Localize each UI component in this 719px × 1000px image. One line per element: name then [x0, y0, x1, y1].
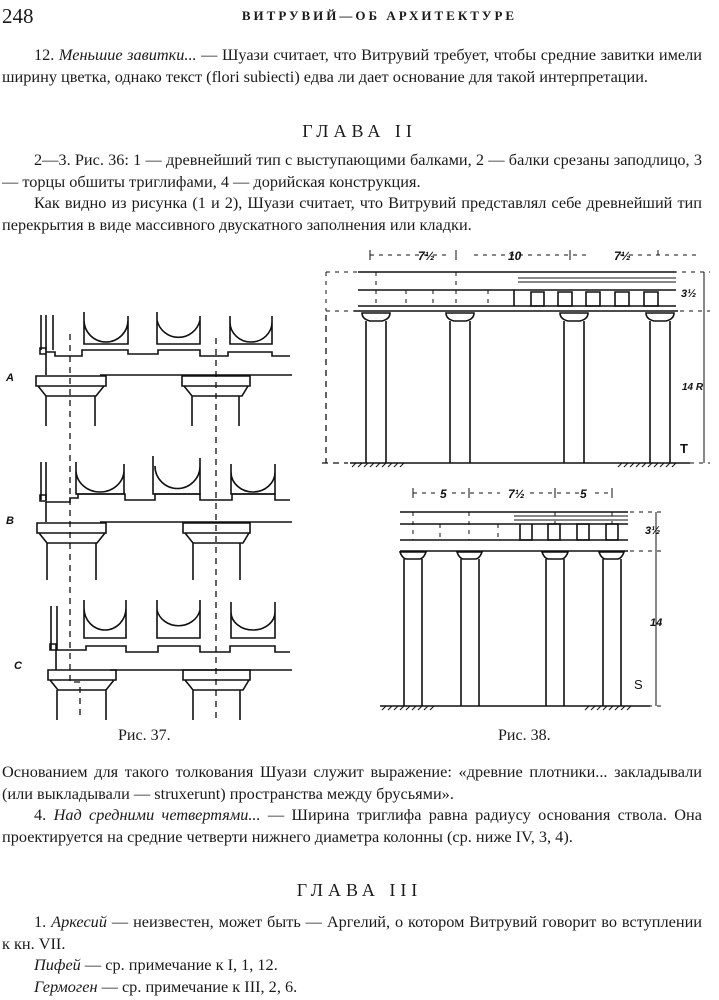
- figure-38-t-drawing: [318, 245, 713, 475]
- s-column-3: [542, 552, 568, 706]
- chapter-3-note-1-text: — неизвестен, может быть — Аргелий, о котором Витрувий говорит во вступлении к кн. VII.: [2, 912, 702, 953]
- figure-37-caption: Рис. 37.: [118, 727, 171, 744]
- note-12-title: Меньшие завитки...: [58, 45, 197, 64]
- t-dim-height: 14 R: [682, 382, 704, 393]
- chapter-3-note-1: [2, 911, 702, 954]
- figure-38-s-drawing: [380, 484, 680, 714]
- chapter-3-note-2-text: — ср. примечание к I, 1, 12.: [80, 955, 278, 974]
- chapter-2-paragraph-2: Как видно из рисунка (1 и 2), Шуази считает, что Витрувий представлял себе древнейший тип перекрытия в виде массивного двускатного заполнения или кладки.: [2, 193, 702, 234]
- s-dim-2: 7½: [508, 487, 525, 501]
- figure-37-drawing: [0, 300, 300, 720]
- running-title: ВИТРУВИЙ—ОБ АРХИТЕКТУРЕ: [241, 8, 518, 23]
- chapter-2-continued: [2, 761, 702, 847]
- t-label: T: [680, 441, 688, 456]
- note-4-title: Над средними четвертями...: [53, 805, 261, 824]
- s-column-2: [457, 552, 482, 706]
- note-4-number: 4.: [34, 805, 47, 824]
- s-label: S: [634, 677, 643, 692]
- chapter-2-text: [2, 149, 702, 235]
- figure-37-label-b: B: [6, 515, 14, 527]
- chapter-3-note-3: [2, 976, 702, 998]
- chapter-3-note-1-number: 1.: [34, 912, 47, 931]
- chapter-3-note-3-title: Гермоген: [34, 976, 98, 996]
- t-column-3: [560, 313, 588, 463]
- note-12-paragraph: [2, 44, 702, 87]
- note-4-paragraph: [2, 804, 702, 847]
- figure-37-label-c: C: [14, 660, 22, 672]
- chapter-2-paragraph-1: 2—3. Рис. 36: 1 — древнейший тип с выступающими балками, 2 — балки срезаны заподлицо, 3 — торцы обшиты триглифами, 4 — дорийская конструкция.: [2, 150, 702, 191]
- t-column-1: [362, 313, 390, 463]
- chapter-3-note-3-text: — ср. примечание к III, 2, 6.: [97, 976, 298, 996]
- t-column-2: [446, 313, 474, 463]
- s-column-1: [400, 552, 426, 706]
- s-dim-3: 5: [580, 487, 587, 501]
- figure-37-variant-b: [37, 456, 292, 580]
- t-dim-2: 10: [508, 249, 522, 263]
- chapter-3-heading: ГЛАВА III: [296, 880, 423, 900]
- note-12-text: — Шуази считает, что Витрувий требует, чтобы средние завитки имели ширину цветка, однако текст (flori subiecti) едва ли дает основание для такой интерпретации.: [2, 45, 702, 86]
- figure-37-variant-c: [48, 600, 292, 720]
- chapter-3-note-1-title: Аркесий: [51, 912, 107, 931]
- figure-37-label-a: A: [6, 372, 14, 384]
- t-dim-3: 7½: [614, 249, 631, 263]
- chapter-3-note-2: [2, 954, 702, 976]
- s-dim-1: 5: [440, 487, 447, 501]
- chapter-3-text: [2, 911, 702, 997]
- s-column-4: [599, 552, 624, 706]
- chapter-2-paragraph-3: Основанием для такого толкования Шуази служит выражение: «древние плотники... закладывали (или выкладывали — struxerunt) пространства между брусьями».: [2, 762, 702, 803]
- t-dim-entablature: 3½: [681, 288, 697, 300]
- figure-37-left-axis: [70, 334, 80, 720]
- figure-38-caption: Рис. 38.: [498, 727, 551, 744]
- chapter-3-note-2-title: Пифей: [34, 955, 81, 974]
- note-12: [2, 44, 702, 87]
- t-column-4: [646, 313, 674, 463]
- t-dim-1: 7½: [418, 249, 435, 263]
- note-4-text: — Ширина триглифа равна радиусу основания ствола. Она проектируется на средние четверти нижнего диаметра колонны (ср. ниже IV, 3, 4).: [2, 805, 702, 846]
- figure-37-variant-a: [36, 312, 292, 426]
- s-dim-height: 14: [650, 617, 663, 629]
- chapter-2-heading: ГЛАВА II: [302, 121, 417, 141]
- note-12-number: 12.: [34, 45, 55, 64]
- s-dim-entablature: 3½: [645, 525, 661, 537]
- page-number: 248: [2, 4, 34, 28]
